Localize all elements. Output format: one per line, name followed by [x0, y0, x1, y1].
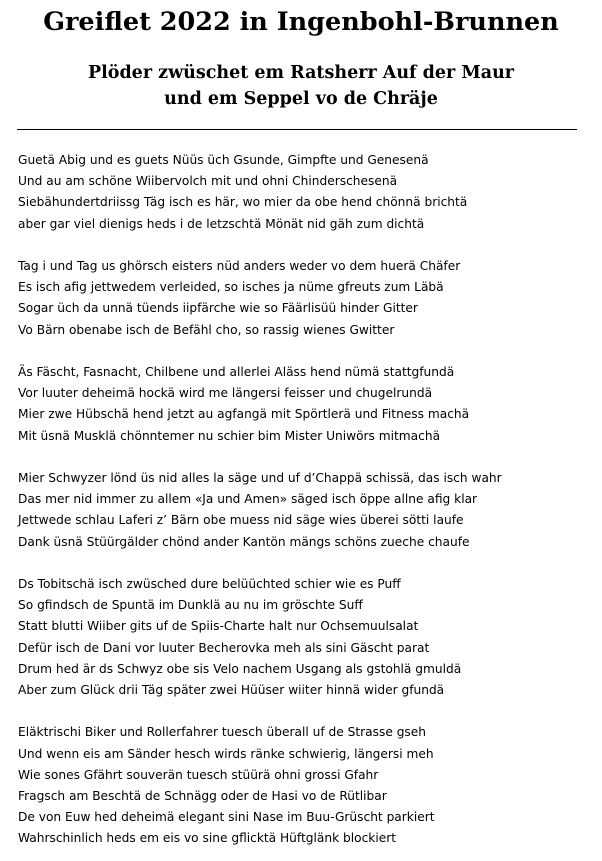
page-subtitle — [0, 60, 602, 112]
verse-line: Und au am schöne Wiibervolch mit und ohni Chinderschesenä — [18, 174, 398, 189]
poem-body — [18, 150, 583, 850]
verse-line: Drum hed är ds Schwyz obe sis Velo nachem Usgang als gstohlä gmuldä — [18, 661, 462, 676]
verse-line: Wie sones Gfährt souverän tuesch stüürä ohni grossi Gfahr — [18, 767, 379, 782]
verse-line: Tag i und Tag us ghörsch eisters nüd anders weder vo dem huerä Chäfer — [18, 259, 461, 273]
subtitle-line: und em Seppel vo de Chräje — [164, 89, 438, 109]
verse-line: Vor luuter deheimä hockä wird me längersi feisser und chugelrundä — [18, 386, 433, 401]
verse-line: Aber zum Glück drii Täg später zwei Hüüser wiiter hinnä wider gfundä — [18, 683, 445, 698]
verse-line: Mier Schwyzer lönd üs nid alles la säge und uf d’Chappä schissä, das isch wahr — [18, 471, 502, 485]
verse-line: So gfindsch de Spuntä im Dunklä au nu im gröschte Suff — [18, 598, 363, 613]
stanza — [18, 722, 583, 849]
page-title: Greiflet 2022 in Ingenbohl-Brunnen — [43, 7, 559, 37]
verse-line: Vo Bärn obenabe isch de Befähl cho, so rassig wienes Gwitter — [18, 322, 395, 337]
stanza — [18, 256, 583, 341]
subtitle-line: Plöder zwüschet em Ratsherr Auf der Maur — [87, 63, 515, 83]
stanza — [18, 362, 583, 447]
stanza — [18, 574, 583, 701]
verse-line: Statt blutti Wiiber gits uf de Spiis-Charte halt nur Ochsemuulsalat — [18, 619, 419, 634]
verse-line: Fragsch am Beschtä de Schnägg oder de Hasi vo de Rütlibar — [18, 789, 387, 804]
verse-line: Und wenn eis am Sänder hesch wirds ränke schwierig, längersi meh — [18, 746, 434, 761]
verse-line: Es isch afig jettwedem verleided, so isches ja nüme gfreuts zum Läbä — [18, 280, 444, 295]
verse-line: Mier zwe Hübschä hend jetzt au agfangä mit Spörtlerä und Fitness machä — [18, 407, 470, 422]
verse-line: Eläktrischi Biker und Rollerfahrer tuesch überall uf de Strasse gseh — [18, 725, 427, 740]
verse-line: Defür isch de Dani vor luuter Becherovka meh als sini Gäscht parat — [18, 640, 430, 655]
verse-line: aber gar viel dienigs heds i de letzschtä Mönät nid gäh zum dichtä — [18, 216, 425, 231]
verse-line: Sogar üch da unnä tüends iipfärche wie so Fäärlisüü hinder Gitter — [18, 301, 418, 316]
verse-line: De von Euw hed deheimä elegant sini Nase im Buu-Grüscht parkiert — [18, 810, 435, 825]
verse-line: Das mer nid immer zu allem «Ja und Amen» säged isch öppe allne afig klar — [18, 492, 478, 507]
stanza — [18, 150, 583, 235]
verse-line: Äs Fäscht, Fasnacht, Chilbene und allerlei Aläss hend nümä stattgfundä — [18, 365, 455, 379]
verse-line: Guetä Abig und es guets Nüüs üch Gsunde, Gimpfte und Genesenä — [18, 153, 429, 167]
verse-line: Ds Tobitschä isch zwüsched dure belüüchted schier wie es Puff — [18, 577, 401, 591]
verse-line: Jettwede schlau Laferi z’ Bärn obe muess nid säge wies überei sötti laufe — [18, 513, 464, 528]
verse-line: Dank üsnä Stüürgälder chönd ander Kantön mängs schöns zueche chaufe — [18, 534, 470, 549]
horizontal-rule — [17, 129, 577, 130]
verse-line: Siebähundertdriissg Täg isch es här, wo mier da obe hend chönnä brichtä — [18, 195, 468, 210]
verse-line: Wahrschinlich heds em eis vo sine gflicktä Hüftglänk blockiert — [18, 831, 397, 846]
stanza — [18, 468, 583, 553]
verse-line: Mit üsnä Musklä chönntemer nu schier bim Mister Uniwörs mitmachä — [18, 428, 441, 443]
